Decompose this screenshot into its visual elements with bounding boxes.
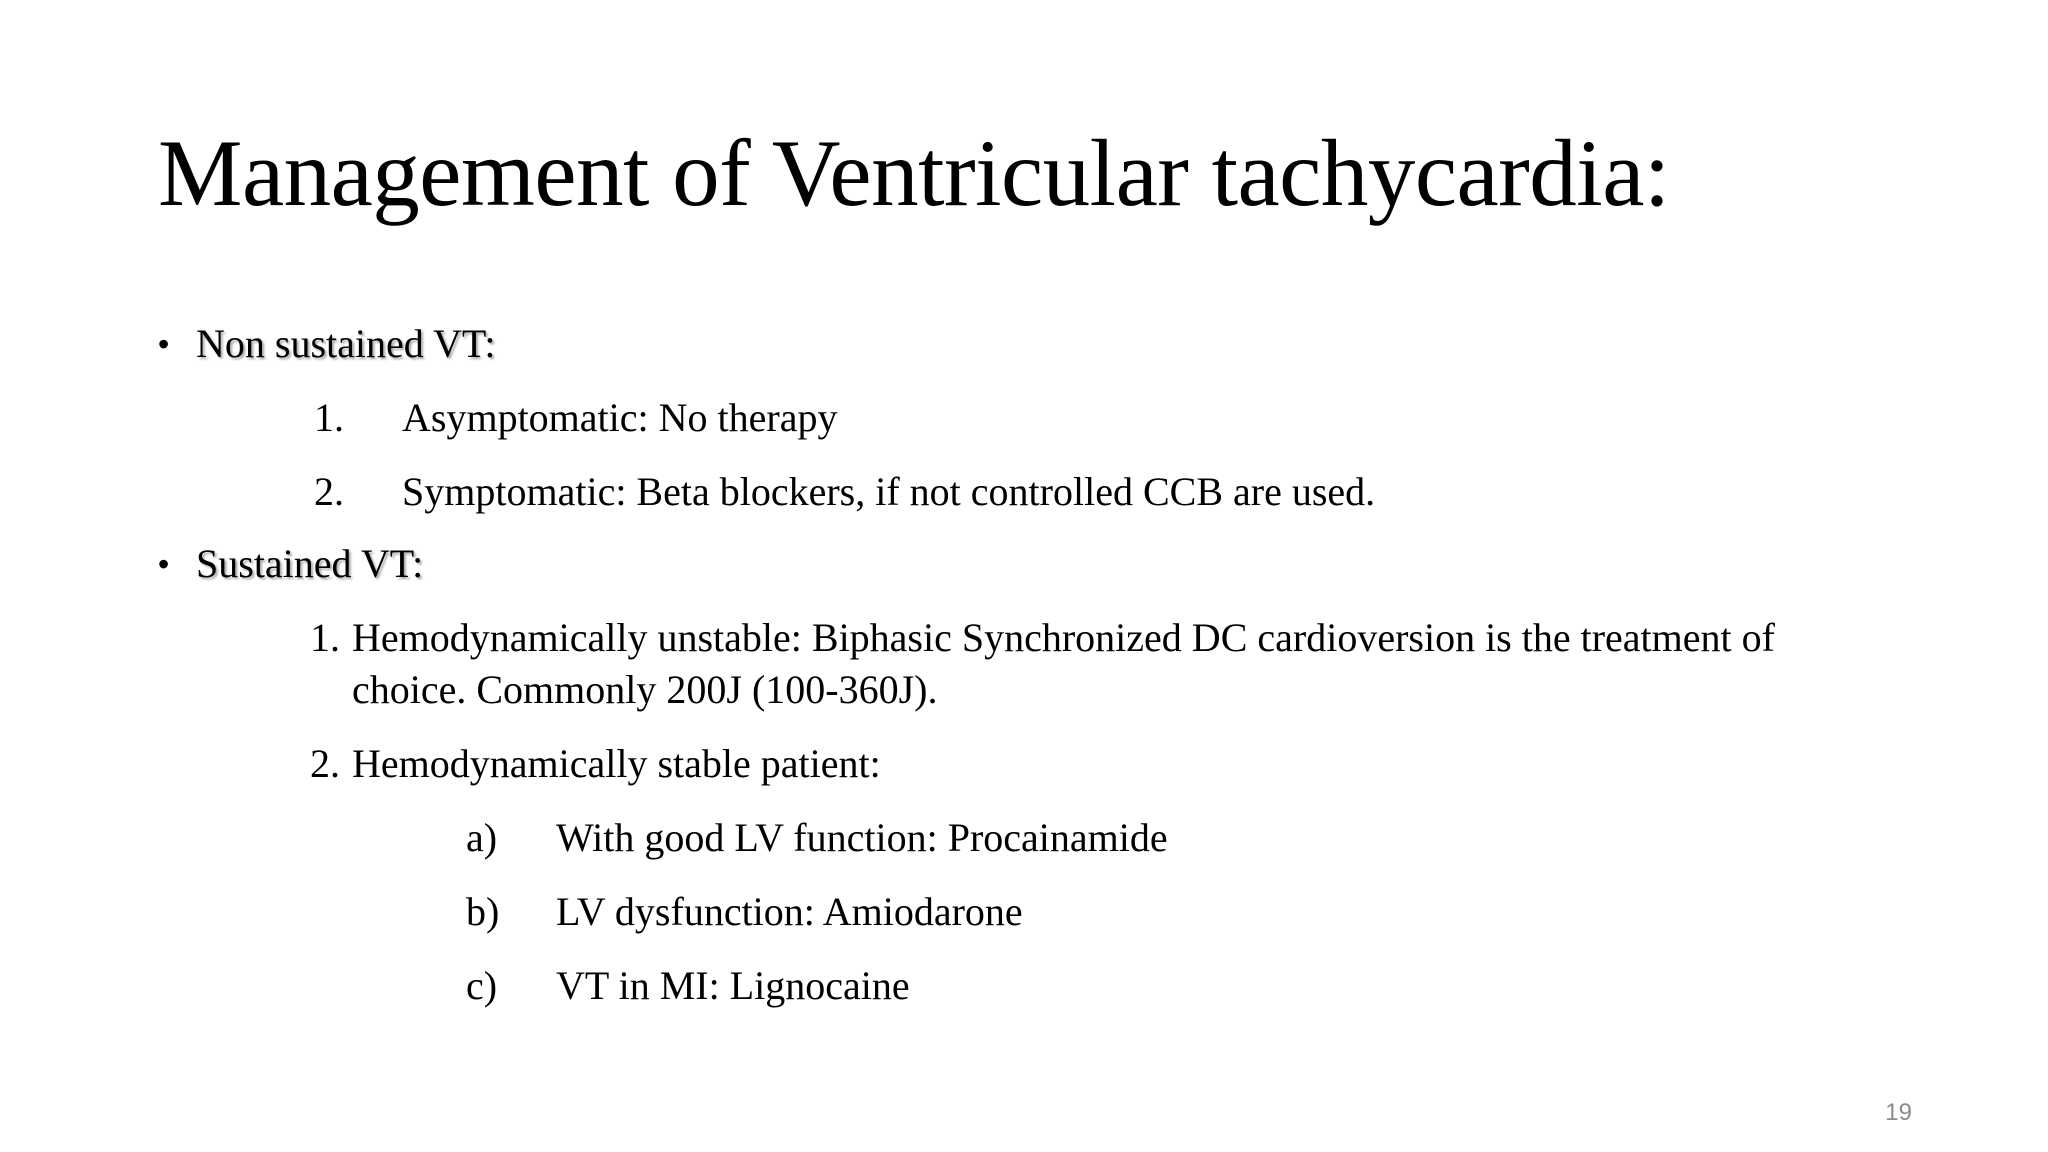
bullet-non-sustained-vt	[158, 318, 495, 370]
bullet-label: Sustained VT:	[196, 541, 424, 586]
sub-item-text: VT in MI: Lignocaine	[556, 963, 910, 1008]
page-number: 19	[1885, 1099, 1912, 1126]
sub-item-marker: c)	[466, 963, 498, 1008]
list-item-marker: 1.	[310, 615, 340, 660]
slide-title: Management of Ventricular tachycardia:	[158, 120, 1670, 226]
list-item-text: Hemodynamically stable patient:	[352, 741, 881, 786]
list-item-marker: 1.	[314, 395, 344, 440]
bullet-dot-icon: •	[158, 546, 170, 582]
sub-item-text: LV dysfunction: Amiodarone	[556, 889, 1023, 934]
sub-item-text: With good LV function: Procainamide	[556, 815, 1168, 860]
list-item-text-continued: choice. Commonly 200J (100-360J).	[352, 667, 938, 712]
bullet-dot-icon: •	[158, 326, 170, 362]
sub-item-marker: b)	[466, 889, 500, 934]
list-item-text: Symptomatic: Beta blockers, if not controlled CCB are used.	[402, 469, 1376, 514]
list-item-marker: 2.	[314, 469, 344, 514]
list-item-text: Hemodynamically unstable: Biphasic Synchronized DC cardioversion is the treatment of	[352, 615, 1775, 660]
sub-item-marker: a)	[466, 815, 498, 860]
list-item-marker: 2.	[310, 741, 340, 786]
list-item-text: Asymptomatic: No therapy	[402, 395, 838, 440]
bullet-label: Non sustained VT:	[196, 321, 496, 366]
bullet-sustained-vt	[158, 538, 423, 590]
